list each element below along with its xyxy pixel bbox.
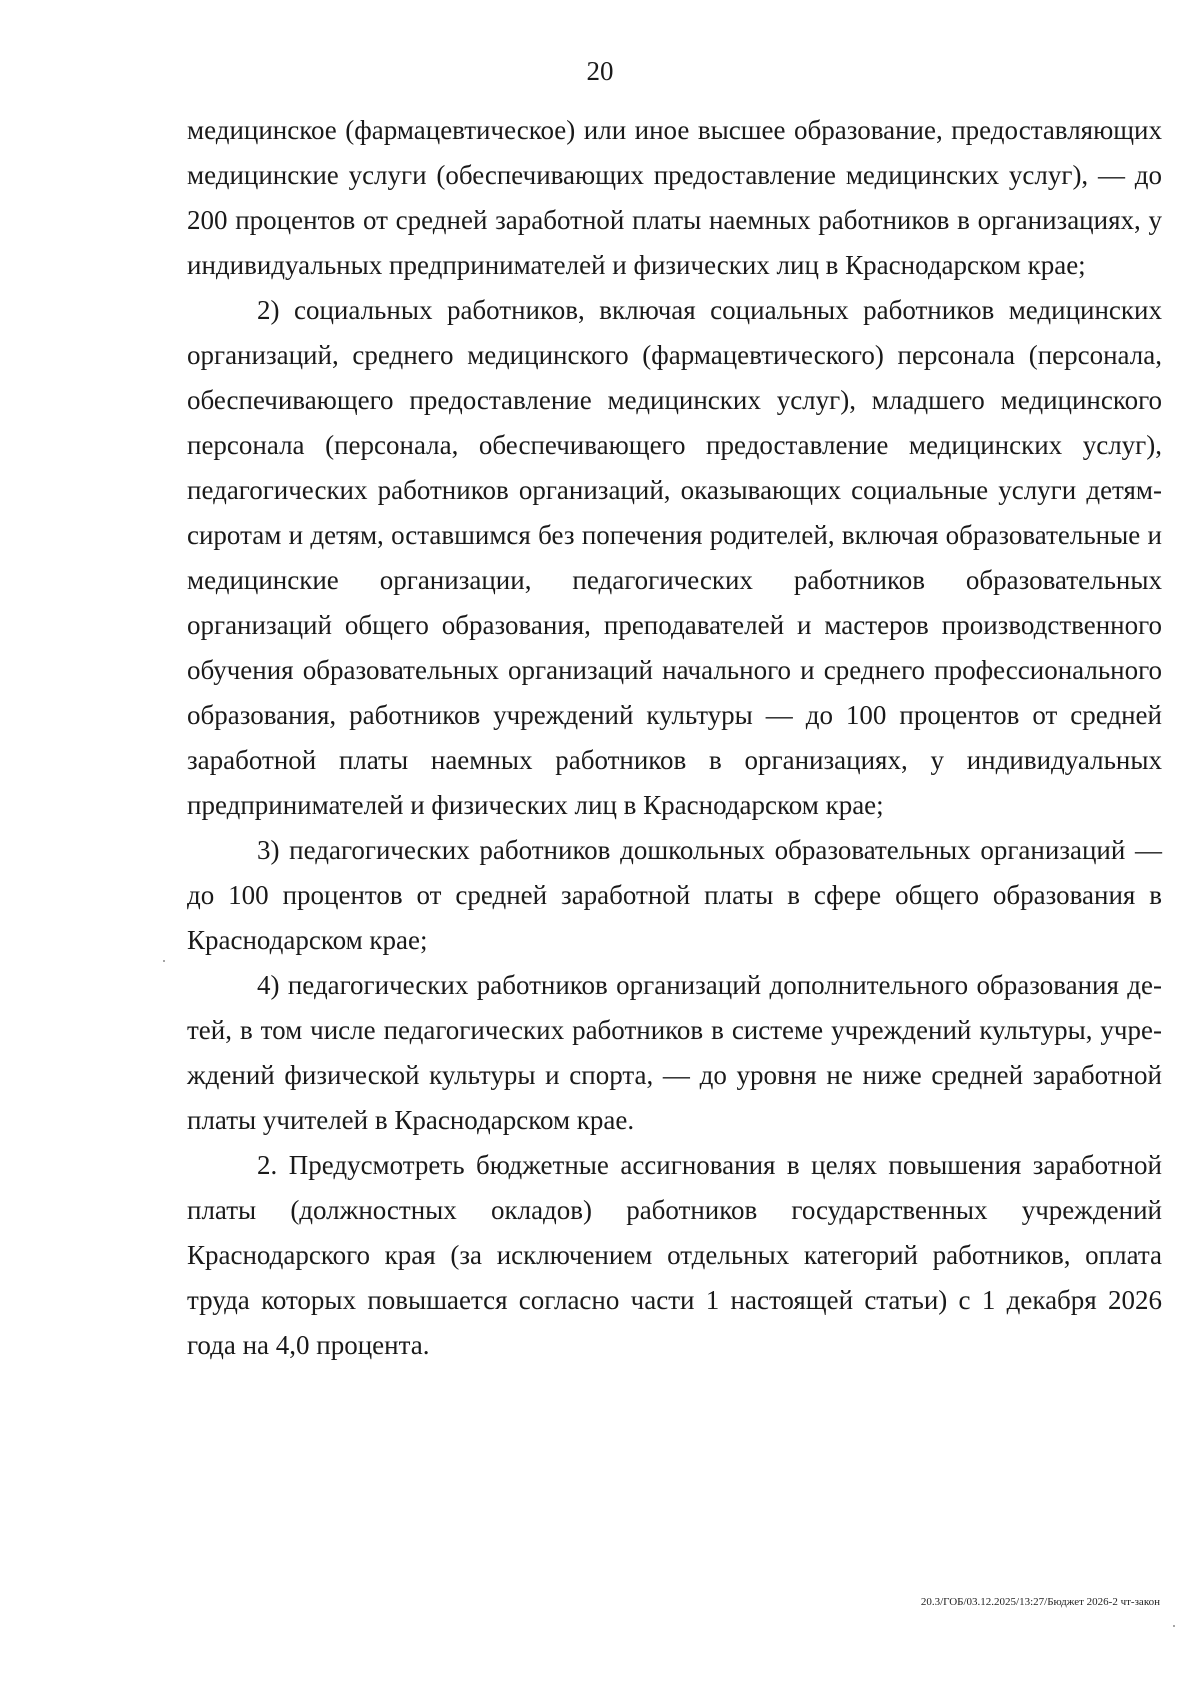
paragraph-item-4: 4) педагогических работников организаций дополнительного образования детей, в том числе педагогических работников в системе учреждений культуры, учреждений физической культуры и спорта, — до уровня не ниже средней заработной платы учителей в Краснодарском крае. — [187, 970, 1162, 1135]
paragraph-part-2: 2. Предусмотреть бюджетные ассигнования в целях повышения заработной платы (должностных окладов) работников государственных учреждений Краснодарского края (за исключением отдельных категорий работников, оплата труда которых повышается согласно части 1 настоящей статьи) с 1 декабря 2026 года на 4,0 процента. — [187, 1150, 1162, 1360]
paragraph-continuation: медицинское (фармацевтическое) или иное высшее образование, предоставляющих медицинские услуги (обеспечивающих предоставление медицинских услуг), — до 200 процентов от средней заработной платы наемных работников в организациях, у индивидуальных предпринимателей и физических лиц в Краснодарском крае; — [187, 115, 1162, 280]
paragraph-item-3: 3) педагогических работников дошкольных образовательных организаций — до 100 процентов от средней заработной платы в сфере общего образования в Краснодарском крае; — [187, 835, 1162, 955]
document-footer-code: 20.3/ГОБ/03.12.2025/13:27/Бюджет 2026-2 чт-закон — [920, 1596, 1160, 1608]
scan-speck — [163, 960, 165, 962]
document-body — [187, 108, 1162, 1368]
paragraph-item-2: 2) социальных работников, включая социальных работников медицинских организаций, среднего медицинского (фармацевтического) персонала (персонала, обеспечивающего предоставление медицинских услуг), младшего медицинского персонала (персонала, обеспечивающего предоставление медицинских услуг), педагогических работников организаций, оказывающих социальные услуги детям-сиротам и детям, оставшимся без попечения родителей, включая образовательные и медицинские организации, педагогических работников образовательных организаций общего образования, преподавателей и мастеров производственного обучения образовательных организаций начального и среднего профессионального образования, работников учреждений культуры — до 100 процентов от средней заработной платы наемных работников в организациях, у индивидуальных предпринимателей и физических лиц в Краснодарском крае; — [187, 295, 1162, 820]
scan-speck — [1173, 1625, 1175, 1627]
page-number: 20 — [586, 56, 614, 86]
